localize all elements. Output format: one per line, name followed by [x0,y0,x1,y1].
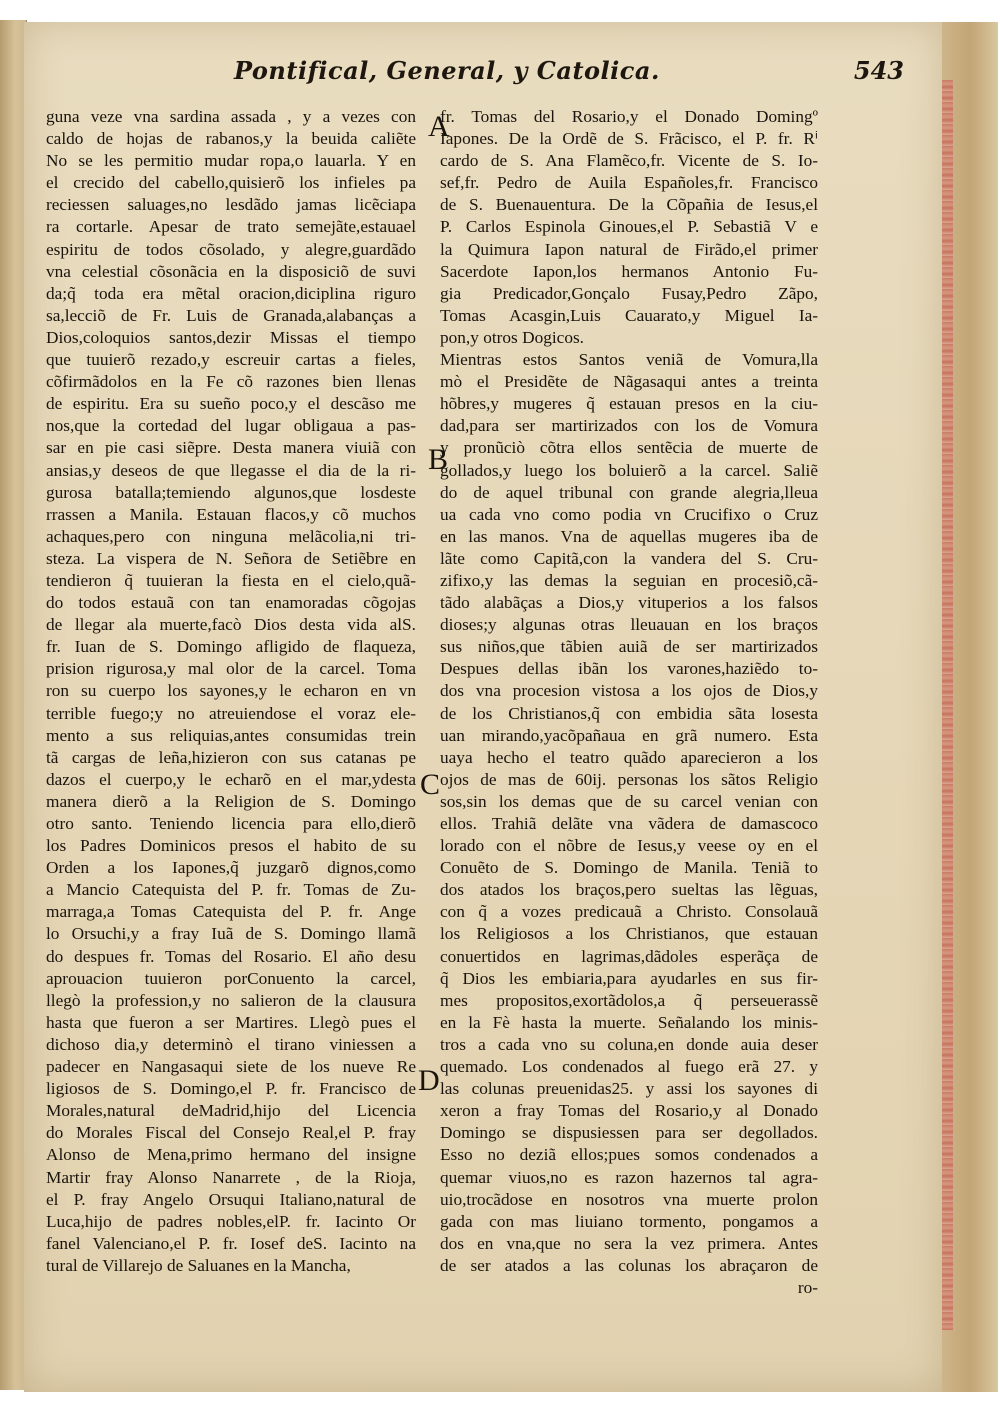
text-line: do de aquel tribunal con grande alegria,lleua [440,482,818,502]
text-line: vna celestial cõsonãcia en la disposiciõ de suvi [46,261,416,281]
text-line: cõfirmãdolos en la Fe cõ razones bien llenas [46,372,416,392]
text-line: lorado con el nõbre de Iesus,y veese oy en el [440,836,818,856]
text-line: P. Carlos Espinola Ginoues,el P. Sebastiã V e [440,217,818,237]
text-line: lãte como Capitã,con la vandera del S. Cru- [440,548,818,568]
text-line: tendieron q̃ tuuieran la fiesta en el cielo,quã- [46,570,416,590]
text-line: quemar viuos,no es razon hazernos tal agra- [440,1167,818,1187]
text-line: fr. Tomas del Rosario,y el Donado Domingº [440,107,818,126]
text-line: dos atados los braços,pero sueltas las lẽguas, [440,880,818,900]
text-line: dioses;y algunas otras lleuauan en los braços [440,615,818,635]
text-line: cardo de S. Ana Flamẽco,fr. Vicente de S. Io- [440,151,818,171]
text-line: en la Fè hasta la muerte. Señalando los minis- [440,1012,818,1032]
text-line: en las manos. Vna de aquellas mugeres iba de [440,526,818,546]
text-line: terrible fuego;y no atreuiendose el voraz ele- [46,703,416,723]
text-line: hasta que fueron a ser Martires. Llegò pues el [46,1012,416,1032]
text-line: nos,que la cortedad del lugar obligaua a pas- [46,416,416,436]
text-line: dad,para ser martirizados con los de Vomura [440,416,818,436]
text-line: padecer en Nangasaqui siete de los nueve Re [46,1057,416,1077]
text-line: do todos estauã con tan enamoradas cõgojas [46,593,416,613]
text-line: dazos el cuerpo,y le echarõ en el mar,ydesta [46,769,416,789]
text-line: caldo de hojas de rabanos,y la beuida caliẽte [46,129,416,149]
text-line: uan mirando,yacõpañaua en grã numero. Esta [440,725,818,745]
text-line: el crecido del cabello,quisierõ los infieles pa [46,173,416,193]
text-line: ron su cuerpo los sayones,y le echaron en vn [46,681,416,701]
page-header [234,56,904,96]
text-line: do Morales Fiscal del Consejo Real,el P. fray [46,1123,416,1143]
text-line: Sacerdote Iapon,los hermanos Antonio Fu- [440,261,818,281]
text-line: fr. Iuan de S. Domingo afligido de flaqueza, [46,637,416,657]
text-line: Martir fray Alonso Nanarrete , de la Rioja, [46,1167,416,1187]
text-line: tãdo alabãças a Dios,y vituperios a los falsos [440,593,818,613]
text-line: a Mancio Catequista del P. fr. Tomas de Zu- [46,880,416,900]
text-line: las colunas preuenidas25. y assi los sayones di [440,1079,818,1099]
text-line: y pronũciò cõtra ellos sentẽcia de muerte de [440,438,818,458]
text-line: dos en vna,que no sera la vez primera. Antes [440,1233,818,1253]
text-line: hõbres,y mugeres q̃ estauan presos en la ciu- [440,394,818,414]
page-number: 543 [853,56,904,85]
text-line: uio,trocãdose en nosotros vna muerte prolon [440,1189,818,1209]
text-line: rrassen a Manila. Estauan flacos,y cõ muchos [46,504,416,524]
text-line: Orden a los Iapones,q̃ juzgarõ dignos,como [46,858,416,878]
text-line: Esso no deziã ellos;pues somos condenados a [440,1145,818,1165]
text-line: sus niños,que tãbien auiã de ser martirizados [440,637,818,657]
text-line: otro santo. Teniendo licencia para ello,dierõ [46,814,416,833]
text-line: Luca,hijo de padres nobles,elP. fr. Iacinto Or [46,1211,416,1231]
text-line: ansias,y deseos de que llegasse el dia de la ri- [46,460,416,480]
text-line: dos vna procesion vistosa a los ojos de Dios,y [440,681,818,701]
text-line: zifixo,y las demas la seguian en procesiõ,cã- [440,570,818,590]
text-line: la Quimura Iapon natural de Firãdo,el primer [440,239,818,259]
text-line: los Padres Dominicos presos el habito de su [46,836,416,856]
text-line: quemado. Los condenados al fuego erã 27. y [440,1057,818,1077]
text-line: da;q̃ toda era mẽtal oracion,diciplina riguro [46,283,416,303]
text-line: de espiritu. Era su sueño poco,y el descãso me [46,394,416,414]
text-line: de llegar ala muerte,facò Dios desta vida alS. [46,615,416,635]
text-line: tã cargas de leña,hizieron con sus catanas pe [46,747,416,767]
text-line: ellos. Trahiã delãte vna vãdera de damascoco [440,814,818,833]
text-line: ojos de mas de 60ij. personas los sãtos Religio [440,769,818,789]
text-line: fanel Valenciano,el P. fr. Iosef deS. Iacinto na [46,1233,416,1253]
text-line: de los Christianos,q̃ con embidia sãta losesta [440,703,818,723]
text-line: sa,lecciõ de Fr. Luis de Granada,alabanças a [46,305,416,325]
text-line: manera dierõ a la Religion de S. Domingo [46,791,416,811]
text-line: mes propositos,exortãdolos,a q̃ perseuerassẽ [440,990,818,1010]
text-line: los Religiosos a los Christianos, que estauan [440,924,818,944]
text-line: Morales,natural deMadrid,hijo del Licencia [46,1101,416,1121]
text-line: reciessen saluages,no lesdãdo jamas licẽciapa [46,195,416,215]
text-line: Alonso de Mena,primo hermano del insigne [46,1145,416,1165]
text-line: aprouacion tuuieron porConuento la carcel, [46,968,416,988]
text-line: mento a sus reliquias,antes consumidas trein [46,725,416,745]
book-page [24,22,942,1392]
margin-marker-d: D [418,1064,440,1097]
margin-marker-c: C [420,768,441,801]
text-line: Tomas Acasgin,Luis Cauarato,y Miguel Ia- [440,305,818,325]
text-line: de ser atados a las colunas los abraçaron de [440,1255,818,1275]
text-line: ligiosos de S. Domingo,el P. fr. Francisco de [46,1079,416,1099]
text-line: steza. La vispera de N. Señora de Setiẽbre en [46,548,416,568]
text-line: Domingo se dispusiessen para ser degollados. [440,1123,818,1143]
text-line: llegò la profession,y no salieron de la clausura [46,990,416,1010]
text-line: marraga,a Tomas Catequista del P. fr. Ange [46,902,416,922]
text-line: gada con mas liuiano tormento, pongamos a [440,1211,818,1231]
text-line: Despues dellas ibãn los varones,haziẽdo to- [440,659,818,679]
text-line: No se les permitio mudar ropa,o lauarla. Y en [46,151,416,171]
text-line: Iapones. De la Ordẽ de S. Frãcisco, el P. fr. Rⁱ [440,129,818,149]
text-line: ra cortarle. Apesar de trato semejãte,estauael [46,217,416,237]
text-line: tros a cada vno su coluna,en donde auia deser [440,1034,818,1054]
text-line: gurosa batalla;temiendo algunos,que losdeste [46,482,416,502]
text-line: gia Predicador,Gonçalo Fusay,Pedro Zãpo, [440,283,818,303]
running-title: Pontifical, General, y Catolica. [234,56,660,85]
margin-marker-a: A [428,110,450,143]
text-line: ro- [797,1277,818,1297]
left-text-column [46,106,416,1277]
text-line: uaya hecho el teatro quãdo aparecieron a los [440,747,818,767]
text-line: espiritu de todos cõsolado, y alegre,guardãdo [46,239,416,259]
text-line: gollados,y luego los boluierõ a la carcel. Saliẽ [440,460,818,480]
text-line: achaques,pero con ninguna melãcolia,ni tri- [46,526,416,546]
text-line: sos,sin los demas que de su carcel venian con [440,791,818,811]
text-line: Mientras estos Santos veniã de Vomura,lla [440,350,818,370]
text-line: q̃ Dios les embiaria,para ayudarles en sus fir- [440,968,818,988]
text-line: sar en pie casi siẽpre. Desta manera viuiã con [46,438,416,458]
book-spine [0,20,27,1390]
text-line: lo Orsuchi,y a fray Iuã de S. Domingo llamã [46,924,416,944]
text-line: de S. Buenauentura. De la Cõpañia de Iesus,el [440,195,818,215]
text-line: ua cada vno como podia vn Crucifixo o Cruz [440,504,818,524]
text-line: do despues fr. Tomas del Rosario. El año desu [46,946,416,966]
text-line: conuertidos en lagrimas,dãdoles esperãça de [440,946,818,966]
text-line: mò el Presidẽte de Nãgasaqui antes a treinta [440,372,818,392]
text-line: prision rigurosa,y mal olor de la carcel. Toma [46,659,416,679]
text-line: Dios,coloquios santos,dezir Missas el tiempo [46,327,416,347]
text-line: pon,y otros Dogicos. [440,327,585,347]
text-line: tural de Villarejo de Saluanes en la Mancha, [46,1255,351,1275]
text-line: Conuẽto de S. Domingo de Manila. Teniã to [440,858,818,878]
text-line: sef,fr. Pedro de Auila Españoles,fr. Francisco [440,173,818,193]
margin-marker-b: B [428,443,449,476]
text-line: xeron a fray Tomas del Rosario,y al Donado [440,1101,818,1121]
text-line: guna veze vna sardina assada , y a vezes con [46,107,416,126]
text-line: dichoso dia,y determinò el tirano viniessen a [46,1034,416,1054]
text-line: el P. fray Angelo Orsuqui Italiano,natural de [46,1189,416,1209]
right-text-column [440,106,818,1299]
text-line: con q̃ a vozes predicauã a Christo. Consolauã [440,902,818,922]
text-line: que tuuierõ rezado,y escreuir cartas a fieles, [46,350,416,370]
